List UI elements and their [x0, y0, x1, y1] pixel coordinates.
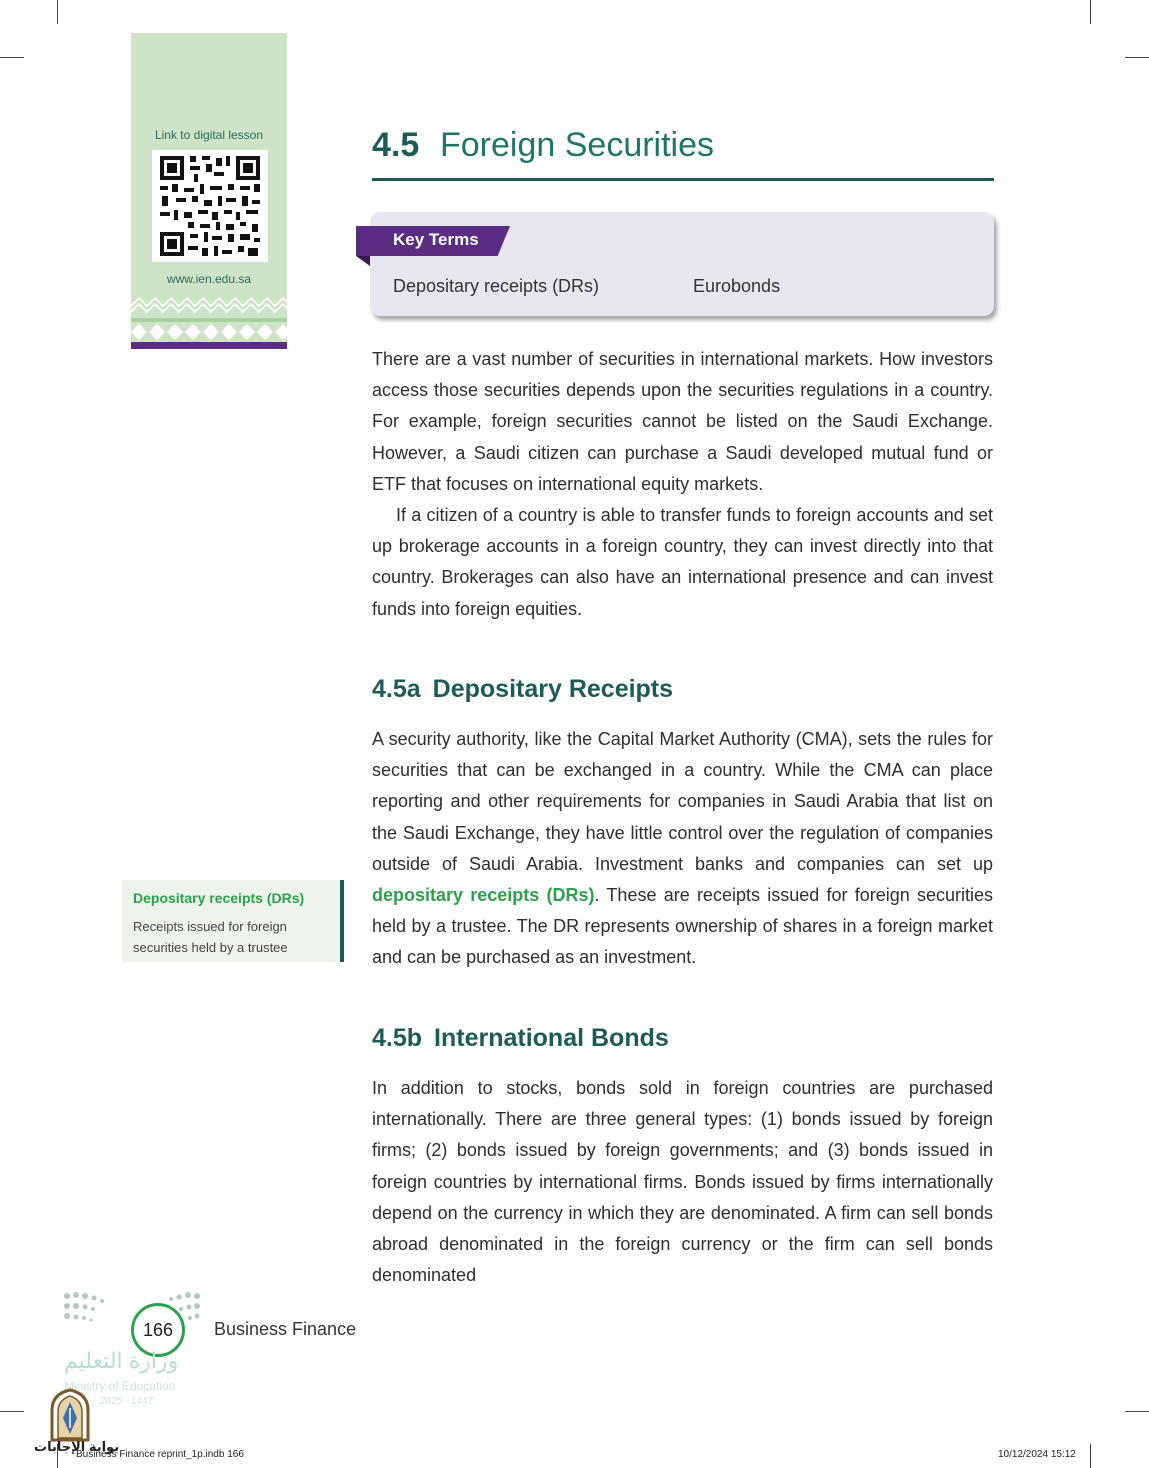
- paragraph-text: . These are receipts issued for foreign securities held by a trustee. The DR represents ownership of shares in a foreign market and can be purchased as an investment.: [372, 885, 993, 968]
- pen-nib-logo-icon: [48, 1388, 92, 1442]
- section-paragraph: [372, 724, 993, 974]
- decorative-pattern: [131, 294, 287, 342]
- qr-code-icon[interactable]: [152, 150, 268, 262]
- ministry-year-watermark: 2025 - 1447: [100, 1396, 154, 1407]
- crop-mark: [1125, 1411, 1149, 1412]
- key-term: Eurobonds: [693, 276, 781, 296]
- ministry-arabic-watermark: وزارة التعليم: [64, 1348, 179, 1373]
- ministry-english-watermark: Ministry of Education: [64, 1379, 176, 1393]
- intro-paragraph: If a citizen of a country is able to transfer funds to foreign accounts and set up brokerage accounts in a foreign country, they can invest directly into that country. Brokerages can also have an international presence and can invest funds into foreign equities.: [372, 505, 993, 619]
- paragraph-text: A security authority, like the Capital Market Authority (CMA), sets the rules for securities that can be exchanged in a country. While the CMA can place reporting and other requirements for companies in Saudi Arabia that list on the Saudi Exchange, they have little control over the regulation of companies outside of Saudi Arabia. Investment banks and companies can set up: [372, 729, 993, 874]
- section-heading: [372, 675, 673, 704]
- crop-mark: [0, 57, 24, 58]
- crop-mark: [1125, 57, 1149, 58]
- website-link[interactable]: www.ien.edu.sa: [166, 272, 252, 286]
- page-number: 166: [142, 1320, 174, 1340]
- glossary-term: Depositary receipts (DRs): [133, 890, 305, 906]
- key-term: Depositary receipts (DRs): [393, 276, 600, 296]
- print-file-info: Business Finance reprint_1p.indb 166: [76, 1449, 244, 1460]
- crop-mark: [1090, 1444, 1091, 1468]
- crop-mark: [0, 1411, 24, 1412]
- digital-lesson-label: Link to digital lesson: [154, 128, 264, 142]
- print-date-info: 10/12/2024 15:12: [998, 1449, 1076, 1460]
- lesson-title: Foreign Securities: [440, 126, 715, 164]
- crop-mark: [57, 0, 58, 24]
- key-terms-tab-fold: [356, 256, 370, 266]
- section-paragraph: In addition to stocks, bonds sold in foreign countries are purchased internationally. There are three general types: (1) bonds issued by foreign firms; (2) bonds issued by foreign governments; and (3) bonds issued in foreign countries by international firms. Bonds issued by firms internationally depend on the currency in which they are denominated. A firm can sell bonds abroad denominated in the foreign currency or the firm can sell bonds denominated: [372, 1078, 993, 1286]
- intro-paragraph: There are a vast number of securities in international markets. How investors access those securities depends upon the securities regulations in a country. For example, foreign securities cannot be listed on the Saudi Exchange. However, a Saudi citizen can purchase a Saudi developed mutual fund or ETF that focuses on international equity markets.: [372, 349, 993, 494]
- watermark-text: بوابة الإجابات: [34, 1439, 120, 1454]
- section-title: Depositary Receipts: [432, 675, 674, 703]
- sidebar-accent-bar: [131, 342, 287, 349]
- section-heading: [372, 1024, 669, 1053]
- section-number: 4.5a: [372, 675, 421, 703]
- glossary-definition: Receipts issued for foreign securities held by a trustee: [133, 919, 288, 955]
- crop-mark: [1090, 0, 1091, 24]
- book-title: Business Finance: [214, 1319, 357, 1339]
- lesson-number: 4.5: [372, 126, 420, 164]
- section-title: International Bonds: [434, 1024, 669, 1052]
- section-number: 4.5b: [372, 1024, 423, 1052]
- title-divider: [372, 178, 994, 181]
- keyword-highlight: depositary receipts (DRs): [372, 885, 595, 906]
- key-terms-label: Key Terms: [393, 230, 479, 249]
